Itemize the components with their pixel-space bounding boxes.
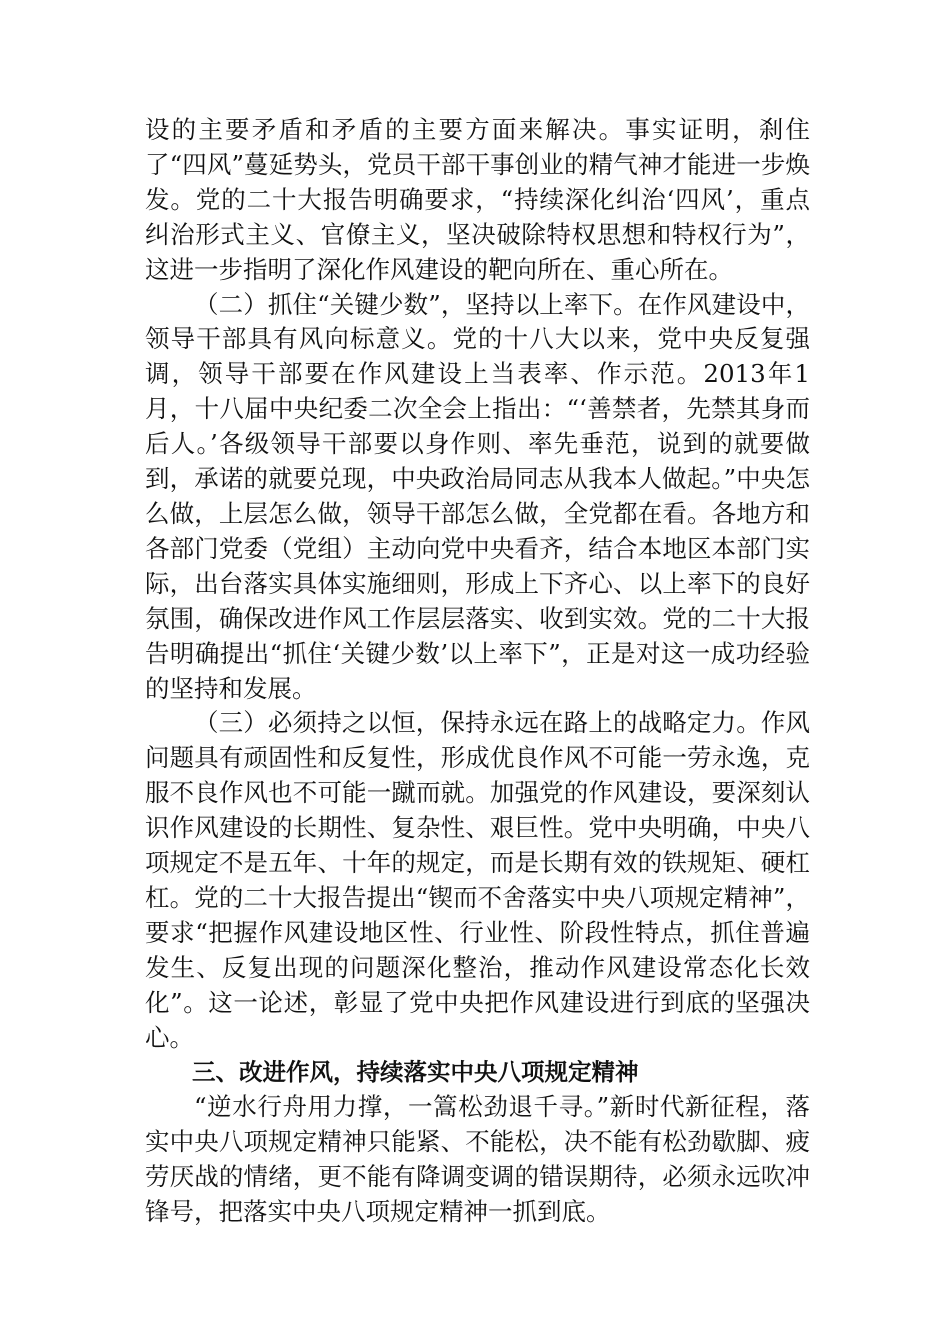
paragraph-section-three: （三）必须持之以恒，保持永远在路上的战略定力。作风问题具有顽固性和反复性，形成优良作风不可能一劳永逸，克服不良作风也不可能一蹴而就。加强党的作风建设，要深刻认识作风建设的长期性、复杂性、艰巨性。党中央明确，中央八项规定不是五年、十年的规定，而是长期有效的铁规矩、硬杠杠。党的二十大报告提出“锲而不舍落实中央八项规定精神”，要求“把握作风建设地区性、行业性、阶段性特点，抓住普遍发生、反复出现的问题深化整治，推动作风建设常态化长效化”。这一论述，彰显了党中央把作风建设进行到底的坚强决心。 — [145, 708, 810, 1052]
paragraph-final: “逆水行舟用力撑，一篙松劲退千寻。”新时代新征程，落实中央八项规定精神只能紧、不能松，决不能有松劲歇脚、疲劳厌战的情绪，更不能有降调变调的错误期待，必须永远吹冲锋号，把落实中央八项规定精神一抓到底。 — [145, 1092, 810, 1227]
paragraph-section-two: （二）抓住“关键少数”，坚持以上率下。在作风建设中，领导干部具有风向标意义。党的十八大以来，党中央反复强调，领导干部要在作风建设上当表率、作示范。2013年1月，十八届中央纪委二次全会上指出：“‘善禁者，先禁其身而后人。’各级领导干部要以身作则、率先垂范，说到的就要做到，承诺的就要兑现，中央政治局同志从我本人做起。”中央怎么做，上层怎么做，领导干部怎么做，全党都在看。各地方和各部门党委（党组）主动向党中央看齐，结合本地区本部门实际，出台落实具体实施细则，形成上下齐心、以上率下的良好氛围，确保改进作风工作层层落实、收到实效。党的二十大报告明确提出“抓住‘关键少数’以上率下”，正是对这一成功经验的坚持和发展。 — [145, 289, 810, 703]
section-heading: 三、改进作风，持续落实中央八项规定精神 — [192, 1058, 639, 1087]
paragraph-continuation: 设的主要矛盾和矛盾的主要方面来解决。事实证明，刹住了“四风”蔓延势头，党员干部干事创业的精气神才能进一步焕发。党的二十大报告明确要求，“持续深化纠治‘四风’，重点纠治形式主义、官僚主义，坚决破除特权思想和特权行为”，这进一步指明了深化作风建设的靶向所在、重心所在。 — [145, 115, 810, 284]
document-body — [145, 113, 810, 1230]
